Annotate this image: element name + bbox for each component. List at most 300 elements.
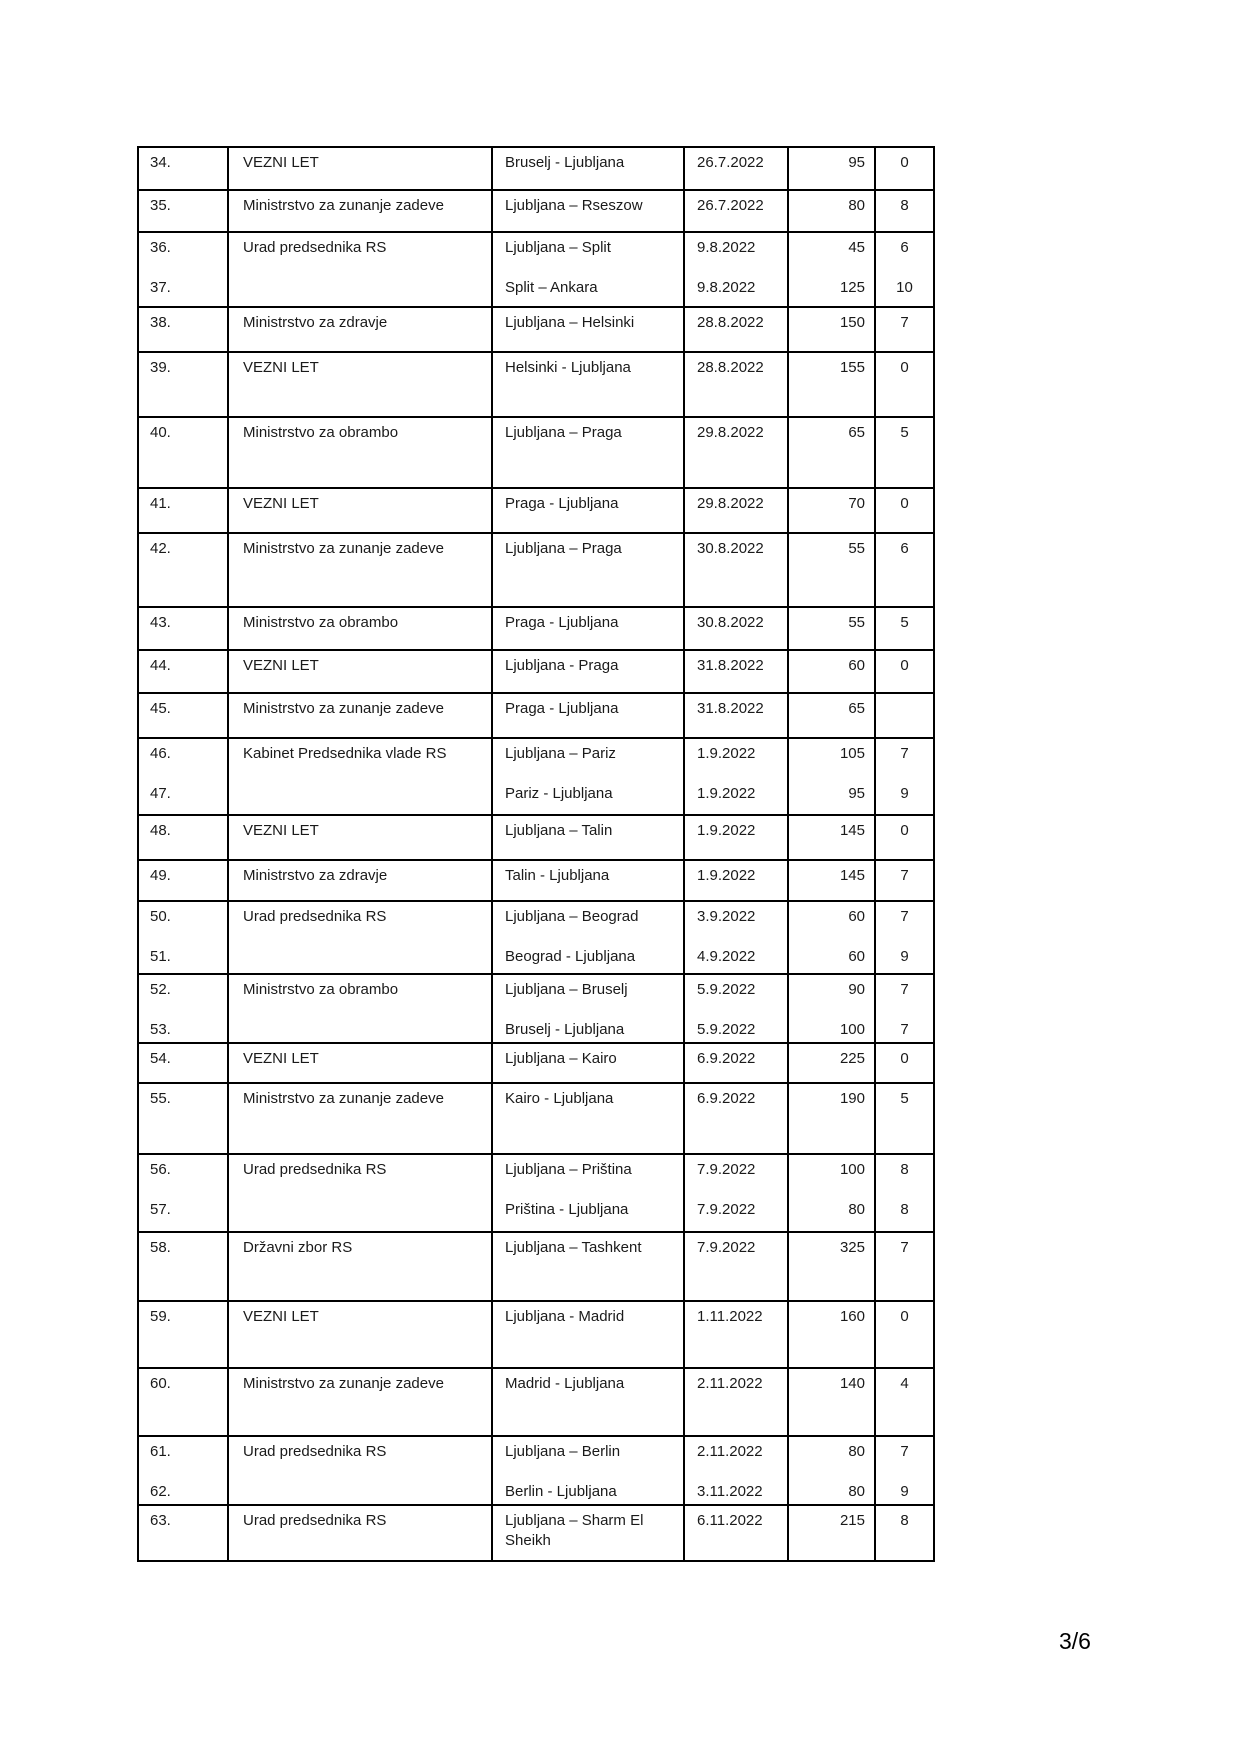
- cell-value-1: [788, 974, 875, 1043]
- cell-text-line: 155: [839, 359, 865, 376]
- table-row: [138, 417, 934, 488]
- cell-text-line: Ministrstvo za zunanje zadeve: [243, 1090, 444, 1107]
- cell-text-line: 4: [900, 1375, 909, 1392]
- cell-text-line: Ministrstvo za zdravje: [243, 314, 388, 331]
- cell-text-line: Ljubljana – Beograd: [505, 908, 639, 925]
- cell-text-line: 65: [848, 700, 865, 717]
- cell-date: [684, 352, 788, 417]
- cell-text-line: 2.11.2022: [697, 1375, 763, 1392]
- table-row: [138, 1043, 934, 1083]
- cell-organization: [228, 860, 492, 901]
- table-row: [138, 307, 934, 352]
- cell-text-line: 36.: [150, 239, 171, 256]
- cell-organization: [228, 738, 492, 815]
- cell-text-line: Ministrstvo za obrambo: [243, 981, 399, 998]
- cell-value-1: [788, 1301, 875, 1368]
- cell-text-line: Urad predsednika RS: [243, 1512, 387, 1529]
- table-row: [138, 974, 934, 1043]
- cell-value-2: [875, 488, 934, 533]
- cell-text-line: [505, 1000, 673, 1020]
- cell-route: [492, 860, 684, 901]
- cell-route: [492, 232, 684, 307]
- cell-text-line: Ministrstvo za obrambo: [243, 424, 399, 441]
- cell-value-1: [788, 1083, 875, 1154]
- cell-text-line: Urad predsednika RS: [243, 908, 387, 925]
- cell-value-1: [788, 607, 875, 650]
- cell-text-line: Urad predsednika RS: [243, 1443, 387, 1460]
- cell-route: [492, 1043, 684, 1083]
- cell-text-line: 9: [900, 948, 909, 965]
- cell-text-line: 105: [839, 745, 865, 762]
- cell-row-number: [138, 693, 228, 738]
- cell-text-line: 7.9.2022: [697, 1239, 756, 1256]
- cell-text-line: [876, 1000, 933, 1020]
- cell-route: [492, 650, 684, 693]
- cell-text-line: 35.: [150, 197, 171, 214]
- cell-text-line: 80: [848, 1201, 865, 1218]
- cell-text-line: 41.: [150, 495, 171, 512]
- cell-text-line: 8: [900, 1201, 909, 1218]
- cell-value-2: [875, 815, 934, 860]
- cell-value-2: [875, 901, 934, 974]
- cell-text-line: 6: [900, 239, 909, 256]
- cell-text-line: 60: [848, 657, 865, 674]
- cell-text-line: Bruselj - Ljubljana: [505, 1021, 625, 1038]
- cell-date: [684, 1154, 788, 1232]
- cell-row-number: [138, 352, 228, 417]
- cell-text-line: 6.9.2022: [697, 1050, 756, 1067]
- cell-row-number: [138, 1505, 228, 1561]
- cell-row-number: [138, 1232, 228, 1301]
- cell-text-line: 1.9.2022: [697, 822, 756, 839]
- table-row: [138, 693, 934, 738]
- cell-value-1: [788, 307, 875, 352]
- cell-value-2: [875, 307, 934, 352]
- cell-text-line: [150, 1462, 227, 1482]
- cell-text-line: 0: [900, 495, 909, 512]
- cell-date: [684, 147, 788, 190]
- cell-text-line: Split – Ankara: [505, 279, 598, 296]
- table-row: [138, 190, 934, 232]
- cell-text-line: [150, 764, 227, 784]
- cell-text-line: [789, 764, 865, 784]
- cell-date: [684, 1505, 788, 1561]
- cell-text-line: 28.8.2022: [697, 314, 764, 331]
- cell-text-line: 6: [900, 540, 909, 557]
- cell-route: [492, 1154, 684, 1232]
- cell-route: [492, 417, 684, 488]
- cell-date: [684, 738, 788, 815]
- cell-value-2: [875, 738, 934, 815]
- table-row: [138, 607, 934, 650]
- cell-date: [684, 607, 788, 650]
- cell-text-line: 160: [839, 1308, 865, 1325]
- cell-text-line: 8: [900, 197, 909, 214]
- cell-text-line: 80: [848, 197, 865, 214]
- cell-text-line: 53.: [150, 1021, 171, 1038]
- cell-text-line: [697, 1462, 787, 1482]
- cell-text-line: [505, 258, 673, 278]
- cell-value-1: [788, 860, 875, 901]
- cell-text-line: 7: [900, 1021, 909, 1038]
- table-row: [138, 232, 934, 307]
- cell-text-line: 5.9.2022: [697, 981, 756, 998]
- cell-organization: [228, 815, 492, 860]
- cell-value-2: [875, 607, 934, 650]
- cell-text-line: Ljubljana - Praga: [505, 657, 619, 674]
- cell-date: [684, 1232, 788, 1301]
- cell-text-line: 10: [896, 279, 913, 296]
- cell-text-line: 60: [848, 948, 865, 965]
- cell-date: [684, 488, 788, 533]
- cell-text-line: 7: [900, 745, 909, 762]
- cell-text-line: 80: [848, 1443, 865, 1460]
- cell-text-line: 30.8.2022: [697, 614, 764, 631]
- cell-text-line: Ljubljana – Praga: [505, 424, 622, 441]
- cell-route: [492, 738, 684, 815]
- cell-text-line: 90: [848, 981, 865, 998]
- cell-text-line: 62.: [150, 1483, 171, 1500]
- cell-route: [492, 1232, 684, 1301]
- table-row: [138, 352, 934, 417]
- cell-value-1: [788, 1154, 875, 1232]
- cell-text-line: 0: [900, 1050, 909, 1067]
- cell-row-number: [138, 533, 228, 607]
- cell-route: [492, 815, 684, 860]
- cell-row-number: [138, 607, 228, 650]
- cell-text-line: 30.8.2022: [697, 540, 764, 557]
- table-row: [138, 1368, 934, 1436]
- cell-route: [492, 1083, 684, 1154]
- cell-text-line: Praga - Ljubljana: [505, 495, 619, 512]
- cell-text-line: Ljubljana – Sharm El Sheikh: [505, 1512, 648, 1549]
- cell-text-line: 28.8.2022: [697, 359, 764, 376]
- cell-row-number: [138, 232, 228, 307]
- cell-text-line: 3.9.2022: [697, 908, 756, 925]
- cell-value-2: [875, 1505, 934, 1561]
- cell-organization: [228, 1154, 492, 1232]
- cell-text-line: 1.9.2022: [697, 745, 756, 762]
- cell-text-line: [150, 1180, 227, 1200]
- cell-text-line: 5: [900, 1090, 909, 1107]
- cell-text-line: 145: [839, 822, 865, 839]
- cell-organization: [228, 1083, 492, 1154]
- cell-value-1: [788, 650, 875, 693]
- cell-organization: [228, 352, 492, 417]
- cell-text-line: Kabinet Predsednika vlade RS: [243, 745, 447, 762]
- cell-value-1: [788, 417, 875, 488]
- cell-text-line: Ljubljana – Berlin: [505, 1443, 621, 1460]
- cell-date: [684, 1301, 788, 1368]
- cell-date: [684, 650, 788, 693]
- cell-text-line: Urad predsednika RS: [243, 1161, 387, 1178]
- cell-row-number: [138, 901, 228, 974]
- cell-text-line: [150, 1000, 227, 1020]
- cell-text-line: 9.8.2022: [697, 279, 756, 296]
- cell-value-2: [875, 1368, 934, 1436]
- cell-route: [492, 901, 684, 974]
- cell-text-line: 0: [900, 822, 909, 839]
- cell-text-line: Praga - Ljubljana: [505, 700, 619, 717]
- cell-text-line: VEZNI LET: [243, 822, 319, 839]
- cell-text-line: 140: [839, 1375, 865, 1392]
- cell-row-number: [138, 738, 228, 815]
- cell-text-line: Ljubljana – Kairo: [505, 1050, 617, 1067]
- cell-date: [684, 307, 788, 352]
- cell-text-line: 0: [900, 657, 909, 674]
- cell-text-line: Pariz - Ljubljana: [505, 785, 613, 802]
- cell-value-2: [875, 190, 934, 232]
- cell-value-2: [875, 974, 934, 1043]
- cell-value-2: [875, 860, 934, 901]
- cell-value-2: [875, 1232, 934, 1301]
- cell-text-line: 63.: [150, 1512, 171, 1529]
- cell-text-line: 7: [900, 314, 909, 331]
- cell-text-line: Ljubljana – Priština: [505, 1161, 632, 1178]
- cell-value-1: [788, 1505, 875, 1561]
- cell-date: [684, 1368, 788, 1436]
- cell-text-line: [789, 1180, 865, 1200]
- cell-text-line: 7: [900, 1239, 909, 1256]
- cell-row-number: [138, 1154, 228, 1232]
- cell-value-1: [788, 1436, 875, 1505]
- cell-text-line: [876, 1462, 933, 1482]
- cell-value-1: [788, 147, 875, 190]
- cell-text-line: 60.: [150, 1375, 171, 1392]
- table-row: [138, 650, 934, 693]
- cell-text-line: Bruselj - Ljubljana: [505, 154, 625, 171]
- cell-text-line: 7.9.2022: [697, 1201, 756, 1218]
- cell-text-line: 9: [900, 785, 909, 802]
- cell-text-line: 325: [839, 1239, 865, 1256]
- cell-route: [492, 352, 684, 417]
- cell-row-number: [138, 190, 228, 232]
- cell-text-line: 45.: [150, 700, 171, 717]
- cell-text-line: 57.: [150, 1201, 171, 1218]
- cell-text-line: 37.: [150, 279, 171, 296]
- cell-date: [684, 232, 788, 307]
- cell-text-line: 80: [848, 1483, 865, 1500]
- cell-text-line: 6.11.2022: [697, 1512, 763, 1529]
- cell-text-line: 51.: [150, 948, 171, 965]
- cell-value-2: [875, 650, 934, 693]
- cell-row-number: [138, 650, 228, 693]
- table-row: [138, 533, 934, 607]
- cell-route: [492, 1301, 684, 1368]
- cell-text-line: 7.9.2022: [697, 1161, 756, 1178]
- cell-route: [492, 693, 684, 738]
- cell-text-line: 48.: [150, 822, 171, 839]
- cell-text-line: 45: [848, 239, 865, 256]
- cell-text-line: 38.: [150, 314, 171, 331]
- cell-route: [492, 190, 684, 232]
- cell-text-line: Ministrstvo za zunanje zadeve: [243, 700, 444, 717]
- cell-route: [492, 1368, 684, 1436]
- cell-text-line: 7: [900, 867, 909, 884]
- cell-text-line: [505, 764, 673, 784]
- cell-text-line: 49.: [150, 867, 171, 884]
- cell-text-line: 56.: [150, 1161, 171, 1178]
- cell-value-1: [788, 693, 875, 738]
- cell-text-line: 46.: [150, 745, 171, 762]
- cell-organization: [228, 607, 492, 650]
- cell-text-line: 145: [839, 867, 865, 884]
- cell-text-line: 100: [839, 1161, 865, 1178]
- cell-text-line: 50.: [150, 908, 171, 925]
- cell-text-line: 55: [848, 540, 865, 557]
- cell-date: [684, 860, 788, 901]
- cell-text-line: 100: [839, 1021, 865, 1038]
- cell-text-line: 190: [839, 1090, 865, 1107]
- page-number: 3/6: [1059, 1628, 1091, 1654]
- cell-row-number: [138, 860, 228, 901]
- cell-text-line: [789, 258, 865, 278]
- cell-text-line: VEZNI LET: [243, 657, 319, 674]
- cell-row-number: [138, 815, 228, 860]
- cell-value-1: [788, 901, 875, 974]
- cell-text-line: Ministrstvo za zdravje: [243, 867, 388, 884]
- cell-text-line: Praga - Ljubljana: [505, 614, 619, 631]
- cell-text-line: [150, 258, 227, 278]
- cell-text-line: 7: [900, 981, 909, 998]
- cell-row-number: [138, 417, 228, 488]
- cell-text-line: [697, 1000, 787, 1020]
- cell-row-number: [138, 1301, 228, 1368]
- cell-text-line: 58.: [150, 1239, 171, 1256]
- cell-text-line: Madrid - Ljubljana: [505, 1375, 625, 1392]
- table-row: [138, 815, 934, 860]
- cell-route: [492, 488, 684, 533]
- cell-text-line: VEZNI LET: [243, 1308, 319, 1325]
- table-row: [138, 738, 934, 815]
- cell-organization: [228, 147, 492, 190]
- cell-text-line: 95: [848, 785, 865, 802]
- cell-row-number: [138, 974, 228, 1043]
- cell-text-line: 70: [848, 495, 865, 512]
- cell-text-line: 95: [848, 154, 865, 171]
- cell-organization: [228, 1436, 492, 1505]
- cell-text-line: Ljubljana – Helsinki: [505, 314, 635, 331]
- cell-text-line: 47.: [150, 785, 171, 802]
- cell-text-line: Beograd - Ljubljana: [505, 948, 636, 965]
- table-row: [138, 1232, 934, 1301]
- cell-text-line: 60: [848, 908, 865, 925]
- cell-date: [684, 533, 788, 607]
- cell-text-line: VEZNI LET: [243, 1050, 319, 1067]
- cell-value-2: [875, 232, 934, 307]
- cell-route: [492, 307, 684, 352]
- cell-row-number: [138, 1436, 228, 1505]
- cell-text-line: Talin - Ljubljana: [505, 867, 610, 884]
- table-row: [138, 1436, 934, 1505]
- cell-text-line: Ljubljana – Rseszow: [505, 197, 643, 214]
- cell-organization: [228, 901, 492, 974]
- cell-text-line: [697, 1180, 787, 1200]
- cell-text-line: [505, 927, 673, 947]
- cell-text-line: 0: [900, 154, 909, 171]
- cell-text-line: 39.: [150, 359, 171, 376]
- cell-text-line: 8: [900, 1161, 909, 1178]
- cell-text-line: VEZNI LET: [243, 359, 319, 376]
- cell-text-line: 6.9.2022: [697, 1090, 756, 1107]
- cell-date: [684, 1043, 788, 1083]
- cell-text-line: 31.8.2022: [697, 657, 764, 674]
- cell-text-line: 55.: [150, 1090, 171, 1107]
- cell-text-line: 125: [839, 279, 865, 296]
- cell-value-1: [788, 1232, 875, 1301]
- cell-text-line: 0: [900, 1308, 909, 1325]
- cell-text-line: 1.11.2022: [697, 1308, 763, 1325]
- cell-text-line: 150: [839, 314, 865, 331]
- cell-text-line: 34.: [150, 154, 171, 171]
- cell-text-line: Ljubljana – Bruselj: [505, 981, 628, 998]
- cell-organization: [228, 693, 492, 738]
- cell-text-line: Ljubljana – Praga: [505, 540, 622, 557]
- cell-text-line: Ljubljana – Tashkent: [505, 1239, 642, 1256]
- cell-date: [684, 1083, 788, 1154]
- cell-date: [684, 190, 788, 232]
- cell-value-1: [788, 1368, 875, 1436]
- cell-text-line: 7: [900, 908, 909, 925]
- cell-text-line: [876, 258, 933, 278]
- cell-route: [492, 1505, 684, 1561]
- cell-text-line: [150, 927, 227, 947]
- table-row: [138, 1154, 934, 1232]
- cell-text-line: 0: [900, 359, 909, 376]
- cell-text-line: 1.9.2022: [697, 785, 756, 802]
- cell-text-line: Helsinki - Ljubljana: [505, 359, 631, 376]
- cell-text-line: Ljubljana – Pariz: [505, 745, 616, 762]
- cell-text-line: 3.11.2022: [697, 1483, 763, 1500]
- cell-text-line: 44.: [150, 657, 171, 674]
- table-row: [138, 901, 934, 974]
- cell-text-line: 4.9.2022: [697, 948, 756, 965]
- cell-text-line: 55: [848, 614, 865, 631]
- cell-organization: [228, 307, 492, 352]
- cell-text-line: 9.8.2022: [697, 239, 756, 256]
- cell-text-line: 1.9.2022: [697, 867, 756, 884]
- cell-row-number: [138, 1043, 228, 1083]
- cell-row-number: [138, 1368, 228, 1436]
- cell-row-number: [138, 147, 228, 190]
- cell-value-2: [875, 147, 934, 190]
- cell-value-1: [788, 1043, 875, 1083]
- cell-text-line: [697, 764, 787, 784]
- cell-text-line: 31.8.2022: [697, 700, 764, 717]
- cell-text-line: [789, 1462, 865, 1482]
- cell-row-number: [138, 488, 228, 533]
- cell-organization: [228, 1301, 492, 1368]
- cell-organization: [228, 1043, 492, 1083]
- cell-text-line: 42.: [150, 540, 171, 557]
- cell-organization: [228, 974, 492, 1043]
- cell-text-line: 61.: [150, 1443, 171, 1460]
- cell-value-1: [788, 488, 875, 533]
- cell-text-line: 52.: [150, 981, 171, 998]
- cell-text-line: 7: [900, 1443, 909, 1460]
- cell-text-line: 26.7.2022: [697, 154, 764, 171]
- cell-organization: [228, 1505, 492, 1561]
- cell-row-number: [138, 307, 228, 352]
- table-row: [138, 147, 934, 190]
- cell-text-line: 54.: [150, 1050, 171, 1067]
- cell-text-line: 5: [900, 424, 909, 441]
- cell-text-line: 65: [848, 424, 865, 441]
- cell-value-2: [875, 352, 934, 417]
- cell-text-line: VEZNI LET: [243, 495, 319, 512]
- cell-row-number: [138, 1083, 228, 1154]
- cell-date: [684, 815, 788, 860]
